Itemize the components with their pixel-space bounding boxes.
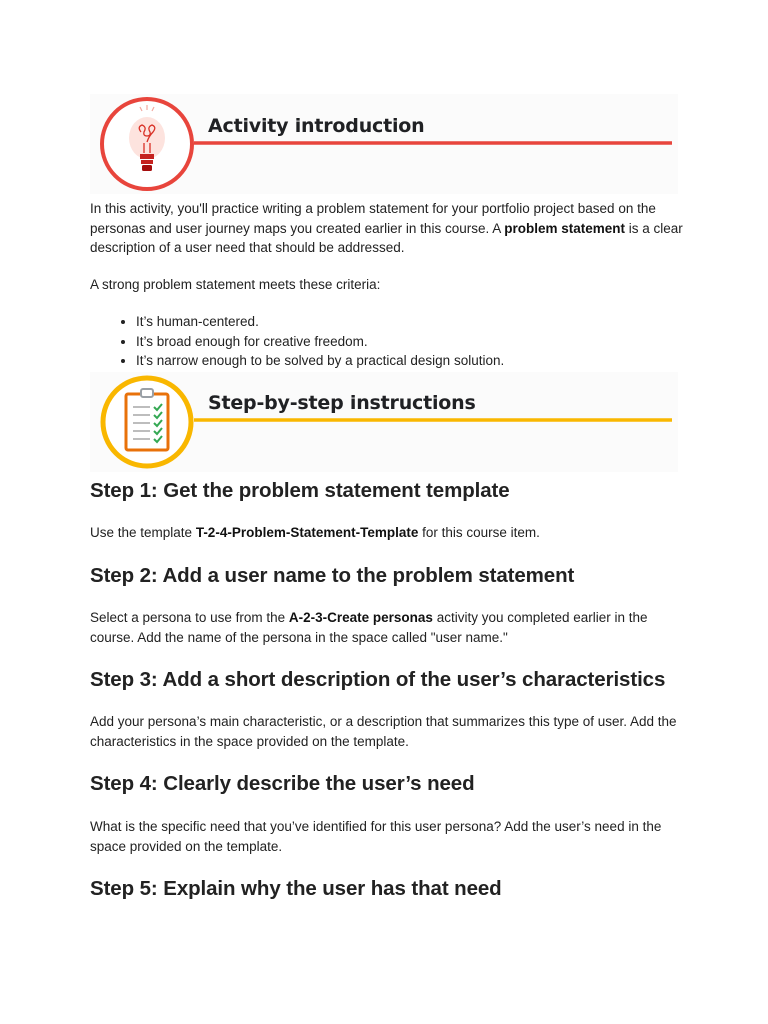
step-1-after: for this course item. <box>418 525 540 540</box>
banner-graphic <box>90 94 678 194</box>
step-1-heading: Step 1: Get the problem statement template <box>90 479 510 502</box>
clipboard-checklist-icon <box>126 389 168 450</box>
intro-text-after: is a clear description of a user need that should be addressed. <box>90 220 683 255</box>
step-1-before: Use the template <box>90 525 196 540</box>
problem-statement-term: problem statement <box>504 220 626 236</box>
intro-paragraph <box>90 199 690 258</box>
step-2-after: activity you completed earlier in the course. Add the name of the persona in the space called "user name." <box>90 610 648 645</box>
activity-introduction-banner <box>90 94 678 194</box>
criteria-list <box>90 312 736 371</box>
step-3-heading: Step 3: Add a short description of the user’s characteristics <box>90 668 666 691</box>
step-2-text <box>90 608 690 647</box>
step-5-heading: Step 5: Explain why the user has that need <box>90 877 502 900</box>
activity-name: A-2-3-Create personas <box>288 610 433 625</box>
list-item: • It’s broad enough for creative freedom. <box>136 332 736 352</box>
step-1-text <box>90 523 690 543</box>
instructions-banner <box>90 372 678 472</box>
step-4-heading: Step 4: Clearly describe the user’s need <box>90 772 475 795</box>
list-item: • It’s narrow enough to be solved by a practical design solution. <box>136 351 736 371</box>
template-name: T-2-4-Problem-Statement-Template <box>195 525 419 540</box>
banner-graphic <box>90 372 678 472</box>
step-3-text: Add your persona’s main characteristic, or a description that summarizes this type of user. Add the characteristics in the space provided on the template. <box>90 714 677 749</box>
activity-introduction-title: Activity introduction <box>208 115 425 137</box>
step-2-before: Select a persona to use from the <box>90 610 289 625</box>
step-4-text: What is the specific need that you’ve identified for this user persona? Add the user’s need in the space provided on the template. <box>90 819 662 854</box>
step-2-heading: Step 2: Add a user name to the problem statement <box>90 564 575 587</box>
instructions-title: Step-by-step instructions <box>208 392 476 414</box>
intro-text-before: In this activity, you'll practice writing a problem statement for your portfolio project based on the personas and user journey maps you created earlier in this course. A <box>90 201 656 236</box>
criteria-lead: A strong problem statement meets these criteria: <box>90 277 381 292</box>
list-item: • It’s human-centered. <box>136 312 736 332</box>
